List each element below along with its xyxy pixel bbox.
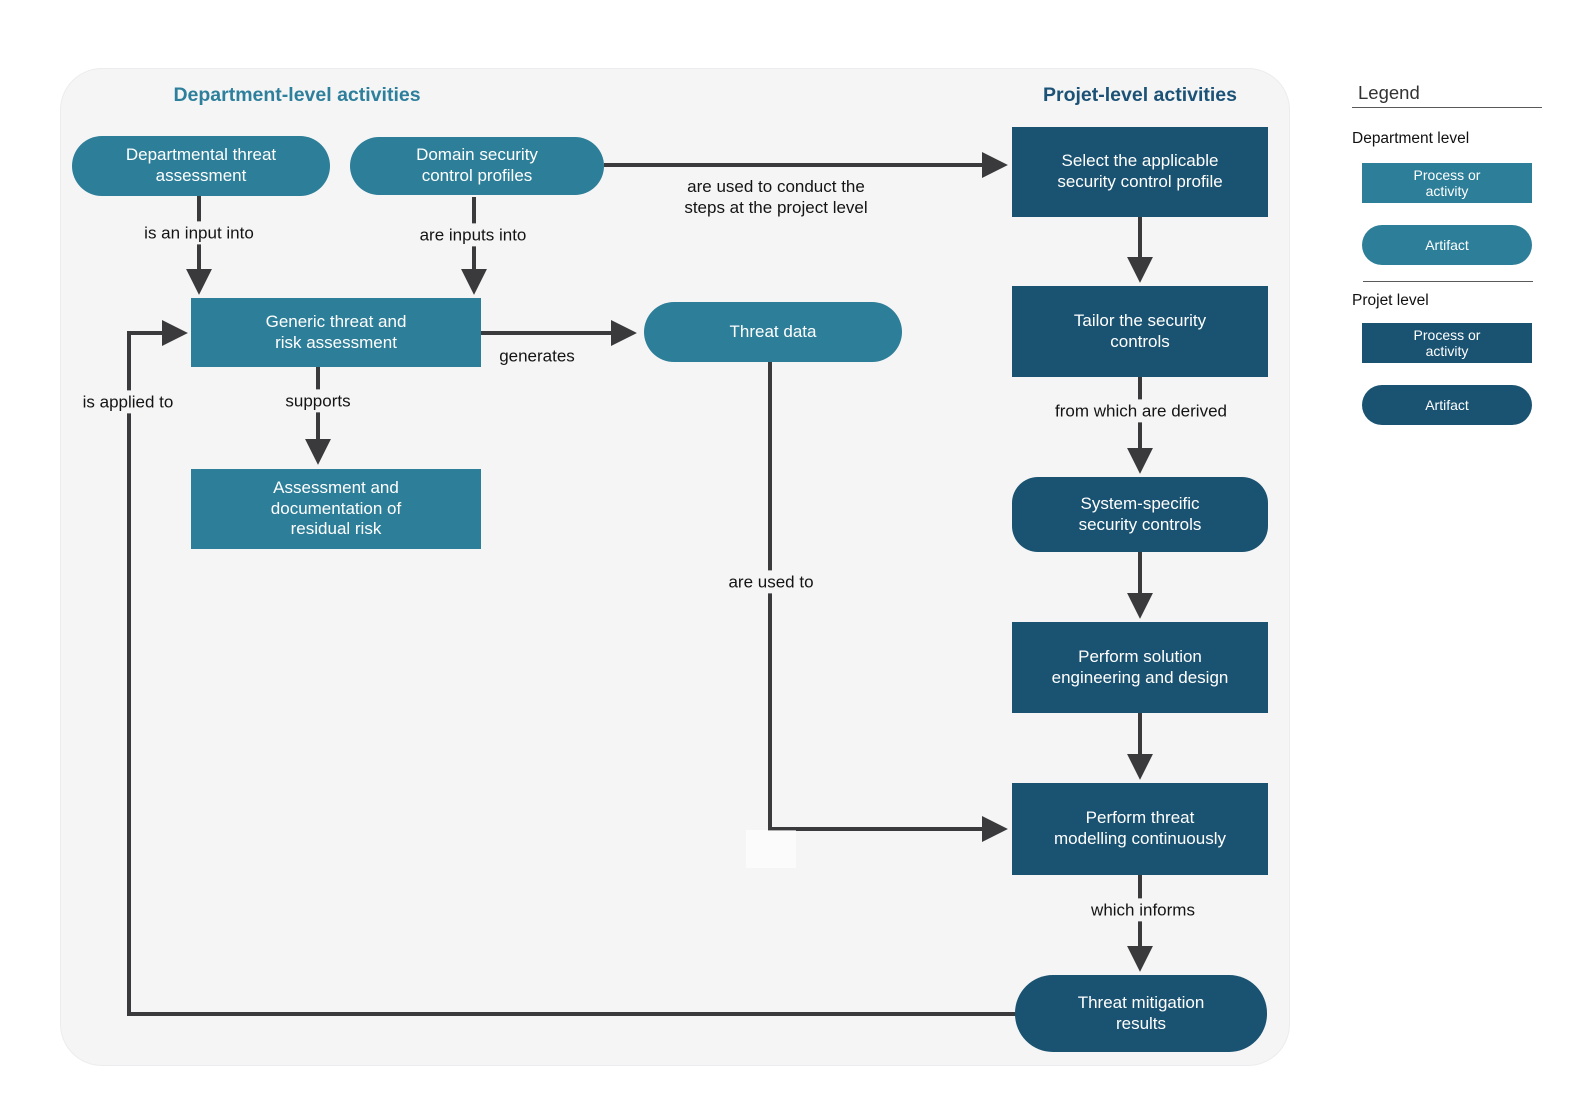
legend-chip-label: Process or activity — [1413, 326, 1481, 359]
legend-department-level-label: Department level — [1352, 130, 1470, 147]
node-label: Domain security control profiles — [416, 145, 538, 185]
legend-chip-label: Process or activity — [1413, 166, 1481, 199]
edge-label-conduct-steps: are used to conduct the steps at the project level — [684, 176, 868, 217]
legend-department-process-chip — [1362, 163, 1532, 203]
node-label: Tailor the security controls — [1073, 310, 1207, 351]
white-patch — [746, 830, 796, 868]
node-label: Departmental threat assessment — [125, 145, 277, 185]
node-label: Select the applicable security control profile — [1057, 151, 1223, 191]
node-perform-threat-modelling-continuously — [1012, 783, 1268, 875]
node-label: Generic threat and risk assessment — [265, 311, 407, 352]
edge-label-is-an-input-into: is an input into — [136, 221, 262, 244]
edge-label-generates: generates — [499, 346, 575, 366]
legend-department-artifact-chip — [1362, 225, 1532, 265]
node-label: System-specific security controls — [1078, 493, 1202, 534]
node-label: Perform threat modelling continuously — [1054, 808, 1226, 848]
legend-project-process-chip — [1362, 323, 1532, 363]
edge-label-are-used-to: are used to — [720, 570, 821, 593]
edge-label-which-informs: which informs — [1083, 898, 1203, 921]
legend-chip-label: Artifact — [1425, 396, 1469, 413]
legend-divider — [1363, 281, 1533, 282]
node-select-applicable-security-control-profile — [1012, 127, 1268, 217]
node-departmental-threat-assessment — [72, 136, 330, 196]
legend-title: Legend — [1352, 82, 1542, 108]
legend-project-level-label: Projet level — [1352, 292, 1429, 309]
edge-label-from-which-derived: from which are derived — [1047, 399, 1235, 422]
node-tailor-security-controls — [1012, 286, 1268, 377]
node-system-specific-security-controls — [1012, 477, 1268, 552]
department-section-title: Department-level activities — [173, 84, 421, 106]
project-section-title: Projet-level activities — [1042, 84, 1238, 106]
legend-project-artifact-chip — [1362, 385, 1532, 425]
node-label: Threat data — [729, 321, 817, 341]
node-label: Assessment and documentation of residual risk — [270, 477, 402, 539]
node-generic-threat-risk-assessment — [191, 298, 481, 367]
node-threat-mitigation-results — [1015, 975, 1267, 1052]
node-domain-security-control-profiles — [350, 137, 604, 195]
node-perform-solution-engineering-design — [1012, 622, 1268, 713]
node-threat-data — [644, 302, 902, 362]
node-label: Perform solution engineering and design — [1051, 646, 1229, 687]
node-label: Threat mitigation results — [1077, 992, 1205, 1033]
legend-chip-label: Artifact — [1425, 236, 1469, 253]
edge-label-supports: supports — [277, 389, 358, 412]
edge-label-is-applied-to: is applied to — [75, 390, 182, 413]
node-assessment-documentation-residual-risk — [191, 469, 481, 549]
edge-label-are-inputs-into: are inputs into — [412, 223, 535, 246]
